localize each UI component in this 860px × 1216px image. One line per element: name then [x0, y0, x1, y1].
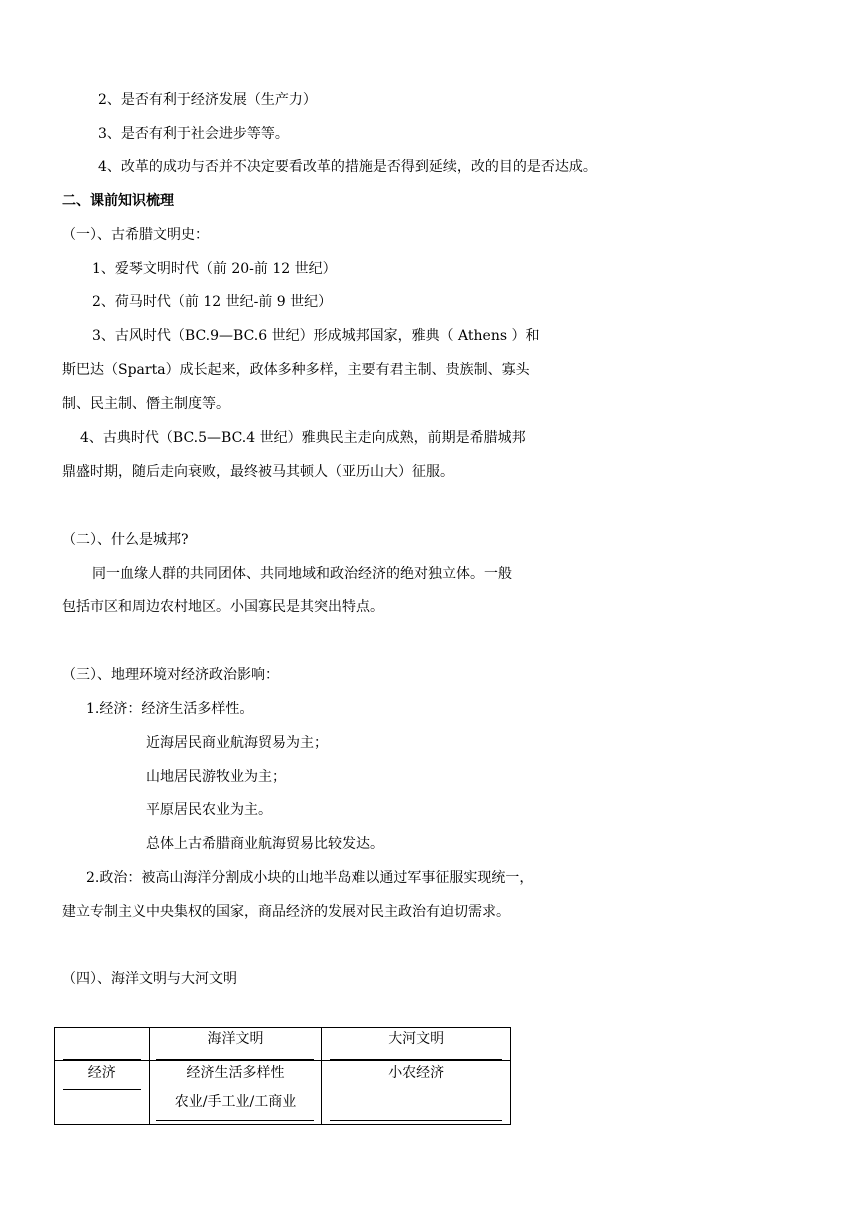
row-label-economy: 经济 — [87, 1065, 116, 1081]
part1-item-3-line1: 3、古风时代（BC.9—BC.6 世纪）形成城邦国家，雅典（ Athens ）和 — [92, 328, 540, 344]
part2-heading: （二）、什么是城邦? — [62, 532, 189, 548]
table-row-label-cell — [55, 1061, 150, 1125]
part3-economy-sub-4: 总体上古希腊商业航海贸易比较发达。 — [146, 836, 384, 852]
table-header-row — [55, 1028, 511, 1061]
part3-economy-sub-2: 山地居民游牧业为主； — [146, 769, 286, 785]
part3-economy: 1.经济：经济生活多样性。 — [86, 701, 254, 717]
part1-item-3-line2: 斯巴达（Sparta）成长起来，政体多种多样，主要有君主制、贵族制、寡头 — [62, 362, 530, 378]
header-river-label: 大河文明 — [388, 1031, 445, 1047]
ocean-line-2: 农业/手工业/工商业 — [174, 1094, 297, 1110]
part1-item-4-line2: 鼎盛时期，随后走向衰败，最终被马其顿人（亚历山大）征服。 — [62, 464, 454, 480]
table-row — [55, 1061, 511, 1125]
part4-heading: （四）、海洋文明与大河文明 — [62, 971, 237, 987]
part3-economy-sub-3: 平原居民农业为主。 — [146, 802, 272, 818]
part3-politics-line1: 2.政治：被高山海洋分割成小块的山地半岛难以通过军事征服实现统一， — [86, 870, 534, 886]
table-header-river — [322, 1028, 511, 1061]
part3-heading: （三）、地理环境对经济政治影响： — [62, 667, 279, 683]
intro-item-2: 2、是否有利于经济发展（生产力） — [98, 92, 317, 108]
intro-item-3: 3、是否有利于社会进步等等。 — [98, 126, 289, 142]
part2-line-2: 包括市区和周边农村地区。小国寡民是其突出特点。 — [62, 599, 384, 615]
table-header-ocean — [149, 1028, 322, 1061]
part1-item-3-line3: 制、民主制、僭主制度等。 — [62, 396, 230, 412]
ocean-line-1: 经济生活多样性 — [186, 1065, 285, 1081]
section-title: 二、课前知识梳理 — [62, 193, 174, 209]
part1-item-4-line1: 4、古典时代（BC.5—BC.4 世纪）雅典民主走向成熟，前期是希腊城邦 — [80, 430, 526, 446]
part1-heading: （一）、古希腊文明史： — [62, 227, 209, 243]
table-corner-cell — [55, 1028, 150, 1061]
comparison-table — [54, 1027, 511, 1125]
river-line-1: 小农经济 — [388, 1065, 445, 1081]
table-ocean-cell — [149, 1061, 322, 1125]
part3-economy-sub-1: 近海居民商业航海贸易为主； — [146, 735, 328, 751]
intro-item-4: 4、改革的成功与否并不决定要看改革的措施是否得到延续，改的目的是否达成。 — [98, 159, 597, 175]
part3-politics-line2: 建立专制主义中央集权的国家，商品经济的发展对民主政治有迫切需求。 — [62, 904, 510, 920]
table-river-cell — [322, 1061, 511, 1125]
part1-item-1: 1、爱琴文明时代（前 20-前 12 世纪） — [92, 261, 337, 277]
part1-item-2: 2、荷马时代（前 12 世纪-前 9 世纪） — [92, 294, 333, 310]
header-ocean-label: 海洋文明 — [207, 1031, 264, 1047]
part2-line-1: 同一血缘人群的共同团体、共同地域和政治经济的绝对独立体。一般 — [92, 566, 512, 582]
